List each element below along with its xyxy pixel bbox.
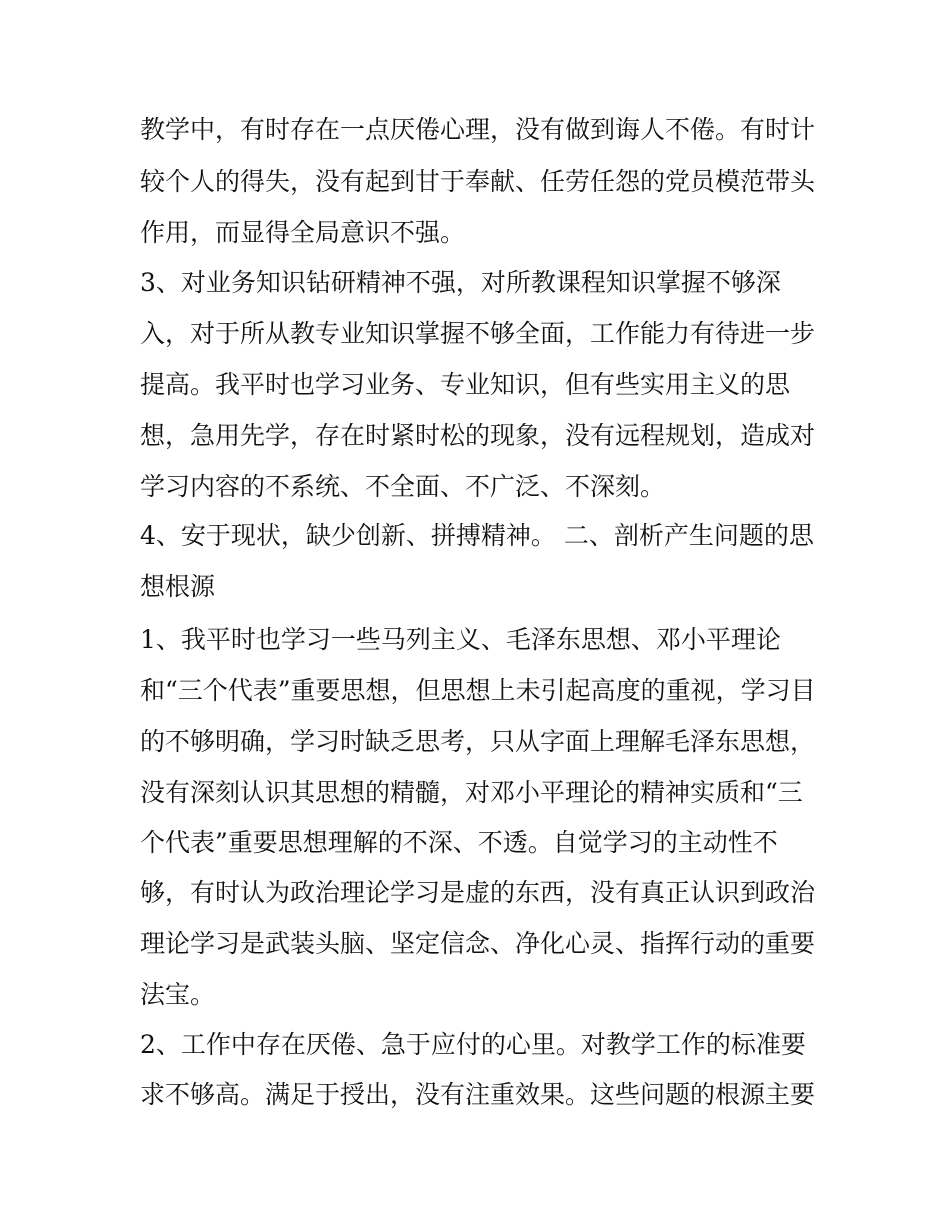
text-line: 够，有时认为政治理论学习是虚的东西，没有真正认识到政治	[140, 878, 816, 907]
text-line: 想根源	[140, 572, 216, 601]
text-line: 较个人的得失，没有起到甘于奉献、任劳任怨的党员模范带头	[140, 167, 816, 196]
text-line: 理论学习是武装头脑、坚定信念、净化心灵、指挥行动的重要	[140, 929, 816, 958]
text-line: 2、工作中存在厌倦、急于应付的心里。对教学工作的标准要	[140, 1030, 806, 1059]
text-line: 入，对于所从教专业知识掌握不够全面，工作能力有待进一步	[140, 319, 816, 348]
text-line: 个代表”重要思想理解的不深、不透。自觉学习的主动性不	[140, 828, 778, 857]
text-line: 学习内容的不系统、不全面、不广泛、不深刻。	[140, 472, 666, 501]
text-line: 提高。我平时也学习业务、专业知识，但有些实用主义的思	[140, 370, 791, 399]
text-line: 4、安于现状，缺少创新、拼搏精神。 二、剖析产生问题的思	[140, 521, 814, 550]
text-line: 求不够高。满足于授出，没有注重效果。这些问题的根源主要	[140, 1080, 816, 1109]
text-line: 1、我平时也学习一些马列主义、毛泽东思想、邓小平理论	[140, 625, 781, 654]
text-line: 作用，而显得全局意识不强。	[140, 218, 466, 247]
text-line: 3、对业务知识钻研精神不强，对所教课程知识掌握不够深	[140, 268, 781, 297]
text-line: 教学中，有时存在一点厌倦心理，没有做到诲人不倦。有时计	[140, 115, 816, 144]
text-line: 的不够明确，学习时缺乏思考，只从字面上理解毛泽东思想，	[140, 727, 816, 756]
text-line: 和“三个代表”重要思想，但思想上未引起高度的重视，学习目	[140, 676, 816, 705]
text-line: 想，急用先学，存在时紧时松的现象，没有远程规划，造成对	[140, 421, 816, 450]
text-line: 没有深刻认识其思想的精髓，对邓小平理论的精神实质和“三	[140, 778, 803, 807]
text-line: 法宝。	[140, 980, 216, 1009]
